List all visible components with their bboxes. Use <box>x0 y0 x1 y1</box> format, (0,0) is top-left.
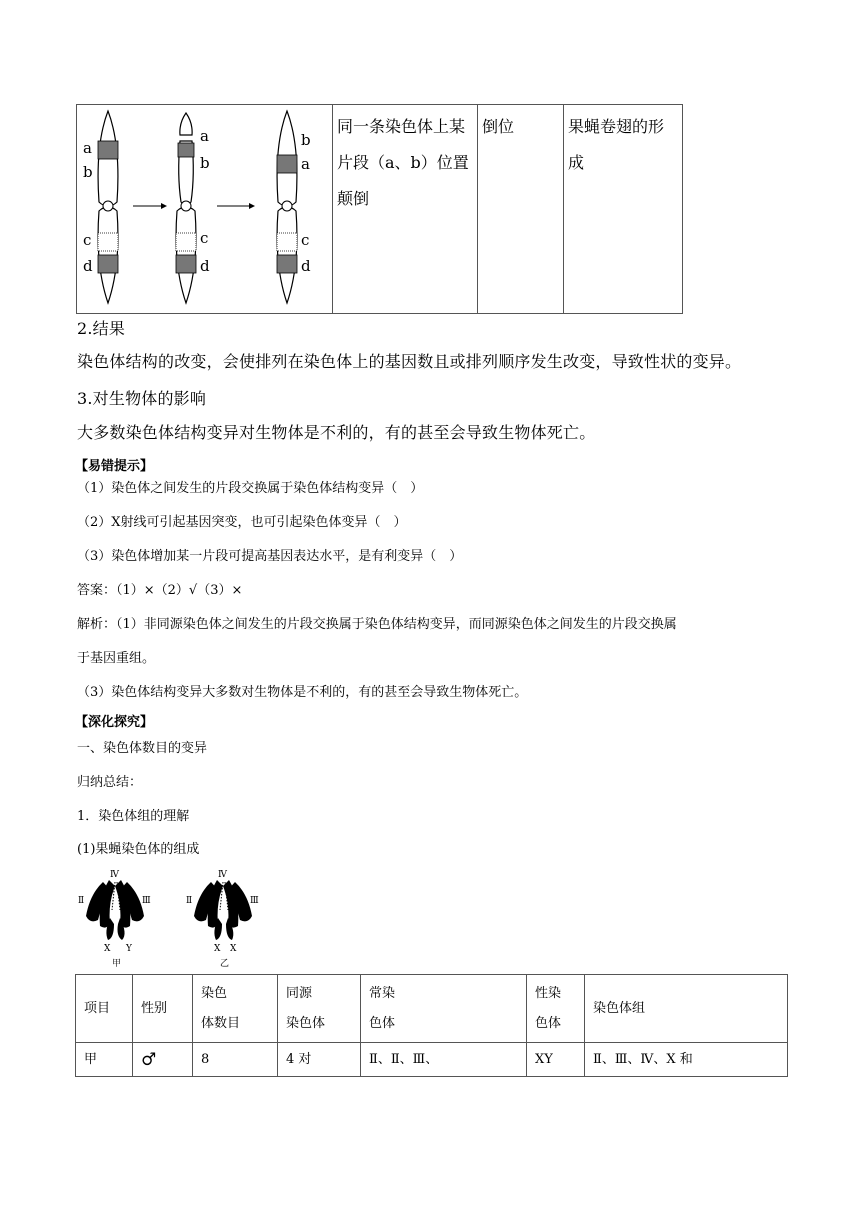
label-c-1: c <box>83 231 92 249</box>
analysis-line: （3）染色体结构变异大多数对生物体是不利的，有的甚至会导致生物体死亡。 <box>77 685 528 700</box>
chromosome-inverted <box>277 111 311 303</box>
table-row <box>76 1043 788 1077</box>
label-a-1: a <box>83 139 92 157</box>
table-cell: XY <box>527 1043 585 1077</box>
table-header-cell: 性别 <box>133 975 193 1043</box>
tip-item: （3）染色体增加某一片段可提高基因表达水平，是有利变异（ ） <box>77 549 463 564</box>
subheading: 一、染色体数目的变异 <box>77 741 208 756</box>
section-3-heading: 3.对生物体的影响 <box>77 389 207 408</box>
label-c-3: c <box>301 231 310 249</box>
label-d-2: d <box>200 257 210 275</box>
figure-caption-right: 乙 <box>220 959 230 969</box>
tip-item: （2）X射线可引起基因突变，也可引起染色体变异（ ） <box>77 515 407 530</box>
label-c-2: c <box>200 229 209 247</box>
table-header-row <box>76 975 788 1043</box>
table-header-cell: 常染 色体 <box>361 975 527 1043</box>
fly-chromosomes-female <box>186 870 259 969</box>
inversion-example: 果蝇卷翅的形成 <box>568 117 665 172</box>
subheading: 归纳总结： <box>77 775 143 790</box>
fly-chromosome-figure <box>76 866 276 970</box>
inversion-table <box>76 104 683 314</box>
sex-label: X <box>214 944 221 954</box>
inversion-diagram <box>77 105 332 309</box>
label-d-1: d <box>83 257 93 275</box>
chromosome-original <box>83 111 118 303</box>
table-header-cell: 项目 <box>76 975 133 1043</box>
figure-caption-left: 甲 <box>112 959 122 969</box>
label-b-1: b <box>83 163 93 181</box>
chromosome-set-table <box>75 974 788 1077</box>
label-b-3: b <box>301 131 311 149</box>
label-d-3: d <box>301 257 311 275</box>
answer-line: 答案：（1）×（2）√（3）× <box>77 583 243 598</box>
roman-label: Ⅳ <box>218 870 227 880</box>
roman-label: Ⅲ <box>250 896 259 906</box>
example-cell <box>564 105 683 314</box>
analysis-line: 解析：（1）非同源染色体之间发生的片段交换属于染色体结构变异，而同源染色体之间发生的片段交换属 <box>77 617 677 632</box>
roman-label: Ⅱ <box>186 896 193 906</box>
table-header-cell: 性染 色体 <box>527 975 585 1043</box>
sex-label: X <box>230 944 237 954</box>
fly-chromosomes-male <box>78 870 151 969</box>
sex-label: Y <box>126 944 132 954</box>
inversion-description: 同一条染色体上某片段（a、b）位置颠倒 <box>337 117 469 208</box>
subheading: 1．染色体组的理解 <box>77 809 190 824</box>
section-2-text: 染色体结构的改变，会使排列在染色体上的基因数且或排列顺序发生改变，导致性状的变异。 <box>77 352 742 371</box>
label-a-2: a <box>200 127 209 145</box>
table-header-cell: 染色 体数目 <box>193 975 278 1043</box>
tip-heading: 【易错提示】 <box>75 459 154 474</box>
table-cell: Ⅱ、Ⅲ、Ⅳ、X 和 <box>585 1043 788 1077</box>
table-cell: 8 <box>193 1043 278 1077</box>
table-cell: ♂ <box>133 1043 193 1077</box>
analysis-line: 于基因重组。 <box>77 651 156 666</box>
description-cell <box>333 105 478 314</box>
table-header-cell: 染色体组 <box>585 975 788 1043</box>
table-cell: Ⅱ、Ⅱ、Ⅲ、 <box>361 1043 527 1077</box>
inversion-type: 倒位 <box>482 117 515 136</box>
label-a-3: a <box>301 155 310 173</box>
section-2-heading: 2.结果 <box>77 319 126 338</box>
roman-label: Ⅲ <box>142 896 151 906</box>
type-cell <box>478 105 564 314</box>
table-cell: 4 对 <box>278 1043 361 1077</box>
table-header-cell: 同源 染色体 <box>278 975 361 1043</box>
tip-item: （1）染色体之间发生的片段交换属于染色体结构变异（ ） <box>77 481 424 496</box>
sex-label: X <box>104 944 111 954</box>
chromosome-broken <box>176 113 210 303</box>
label-b-2: b <box>200 154 210 172</box>
explore-heading: 【深化探究】 <box>75 715 154 730</box>
subheading: (1)果蝇染色体的组成 <box>77 842 200 857</box>
roman-label: Ⅱ <box>78 896 85 906</box>
roman-label: Ⅳ <box>110 870 119 880</box>
section-3-text: 大多数染色体结构变异对生物体是不利的，有的甚至会导致生物体死亡。 <box>77 423 596 442</box>
inversion-diagram-cell <box>77 105 333 314</box>
table-cell: 甲 <box>76 1043 133 1077</box>
